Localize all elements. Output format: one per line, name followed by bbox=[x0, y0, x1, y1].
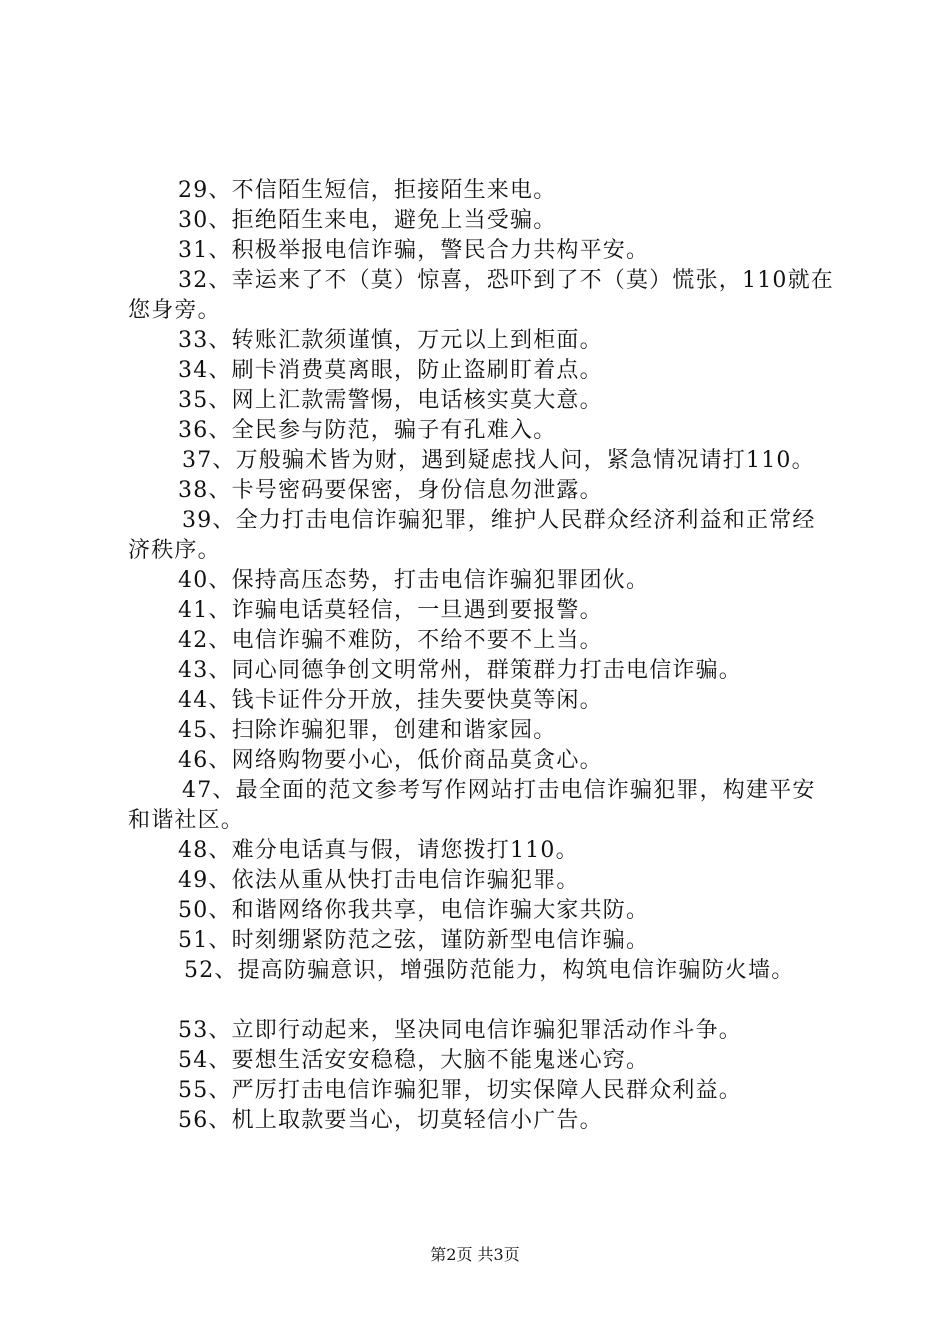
list-item: 29、不信陌生短信，拒接陌生来电。 bbox=[178, 178, 557, 203]
list-item: 48、难分电话真与假，请您拨打110。 bbox=[178, 838, 579, 863]
list-item: 47、最全面的范文参考写作网站打击电信诈骗犯罪，构建平安和谐社区。 bbox=[128, 778, 816, 833]
list-item: 46、网络购物要小心，低价商品莫贪心。 bbox=[178, 748, 603, 773]
list-item: 34、刷卡消费莫离眼，防止盗刷盯着点。 bbox=[178, 358, 603, 383]
list-item: 52、提高防骗意识，增强防范能力，构筑电信诈骗防火墙。 bbox=[184, 958, 795, 983]
list-item: 55、严厉打击电信诈骗犯罪，切实保障人民群众利益。 bbox=[178, 1078, 742, 1103]
list-item: 37、万般骗术皆为财，遇到疑虑找人问，紧急情况请打110。 bbox=[182, 448, 815, 473]
list-item: 39、全力打击电信诈骗犯罪，维护人民群众经济利益和正常经济秩序。 bbox=[128, 508, 816, 563]
list-item: 35、网上汇款需警惕，电话核实莫大意。 bbox=[178, 388, 603, 413]
list-item: 31、积极举报电信诈骗，警民合力共构平安。 bbox=[178, 238, 650, 263]
list-item: 40、保持高压态势，打击电信诈骗犯罪团伙。 bbox=[178, 568, 650, 593]
list-item: 38、卡号密码要保密，身份信息勿泄露。 bbox=[178, 478, 603, 503]
list-item: 32、幸运来了不（莫）惊喜，恐吓到了不（莫）慌张，110就在您身旁。 bbox=[128, 268, 834, 323]
list-item: 41、诈骗电话莫轻信，一旦遇到要报警。 bbox=[178, 598, 603, 623]
list-item: 56、机上取款要当心，切莫轻信小广告。 bbox=[178, 1108, 603, 1133]
list-item: 50、和谐网络你我共享，电信诈骗大家共防。 bbox=[178, 898, 650, 923]
list-item: 45、扫除诈骗犯罪，创建和谐家园。 bbox=[178, 718, 557, 743]
list-item: 36、全民参与防范，骗子有孔难入。 bbox=[178, 418, 557, 443]
list-item: 42、电信诈骗不难防，不给不要不上当。 bbox=[178, 628, 603, 653]
page-footer: 第2页 共3页 bbox=[430, 1245, 520, 1264]
list-item: 54、要想生活安安稳稳，大脑不能鬼迷心窍。 bbox=[178, 1048, 650, 1073]
slogan-list bbox=[128, 176, 838, 1136]
list-item: 30、拒绝陌生来电，避免上当受骗。 bbox=[178, 208, 557, 233]
list-item: 51、时刻绷紧防范之弦，谨防新型电信诈骗。 bbox=[178, 928, 650, 953]
list-item: 33、转账汇款须谨慎，万元以上到柜面。 bbox=[178, 328, 603, 353]
list-item: 44、钱卡证件分开放，挂失要快莫等闲。 bbox=[178, 688, 603, 713]
list-item: 53、立即行动起来，坚决同电信诈骗犯罪活动作斗争。 bbox=[178, 1018, 742, 1043]
list-item: 49、依法从重从快打击电信诈骗犯罪。 bbox=[178, 868, 580, 893]
list-item: 43、同心同德争创文明常州，群策群力打击电信诈骗。 bbox=[178, 658, 742, 683]
